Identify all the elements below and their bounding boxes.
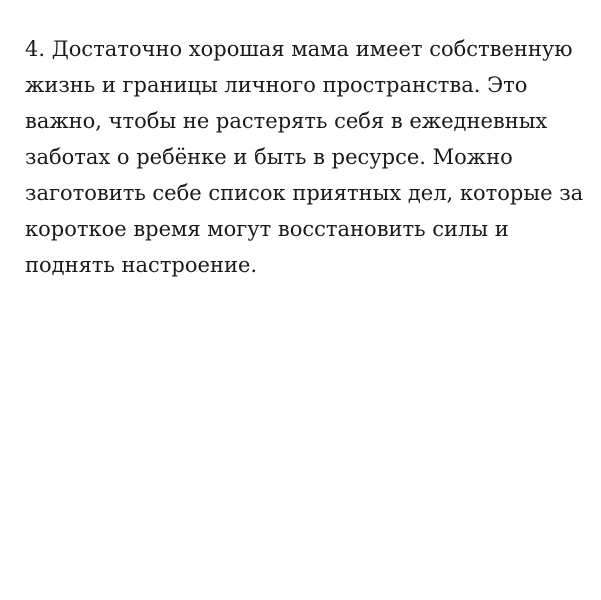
text-line: заготовить себе список приятных дел, которые за xyxy=(25,181,584,205)
text-line: важно, чтобы не растерять себя в ежедневных xyxy=(25,109,548,133)
text-line: жизнь и границы личного пространства. Это xyxy=(25,73,528,97)
text-line: заботах о ребёнке и быть в ресурсе. Можно xyxy=(25,145,513,169)
text-line: 4. Достаточно хорошая мама имеет собственную xyxy=(25,37,573,61)
text-line: поднять настроение. xyxy=(25,253,258,277)
paragraph-item-4 xyxy=(25,31,585,283)
text-line: короткое время могут восстановить силы и xyxy=(25,217,509,241)
